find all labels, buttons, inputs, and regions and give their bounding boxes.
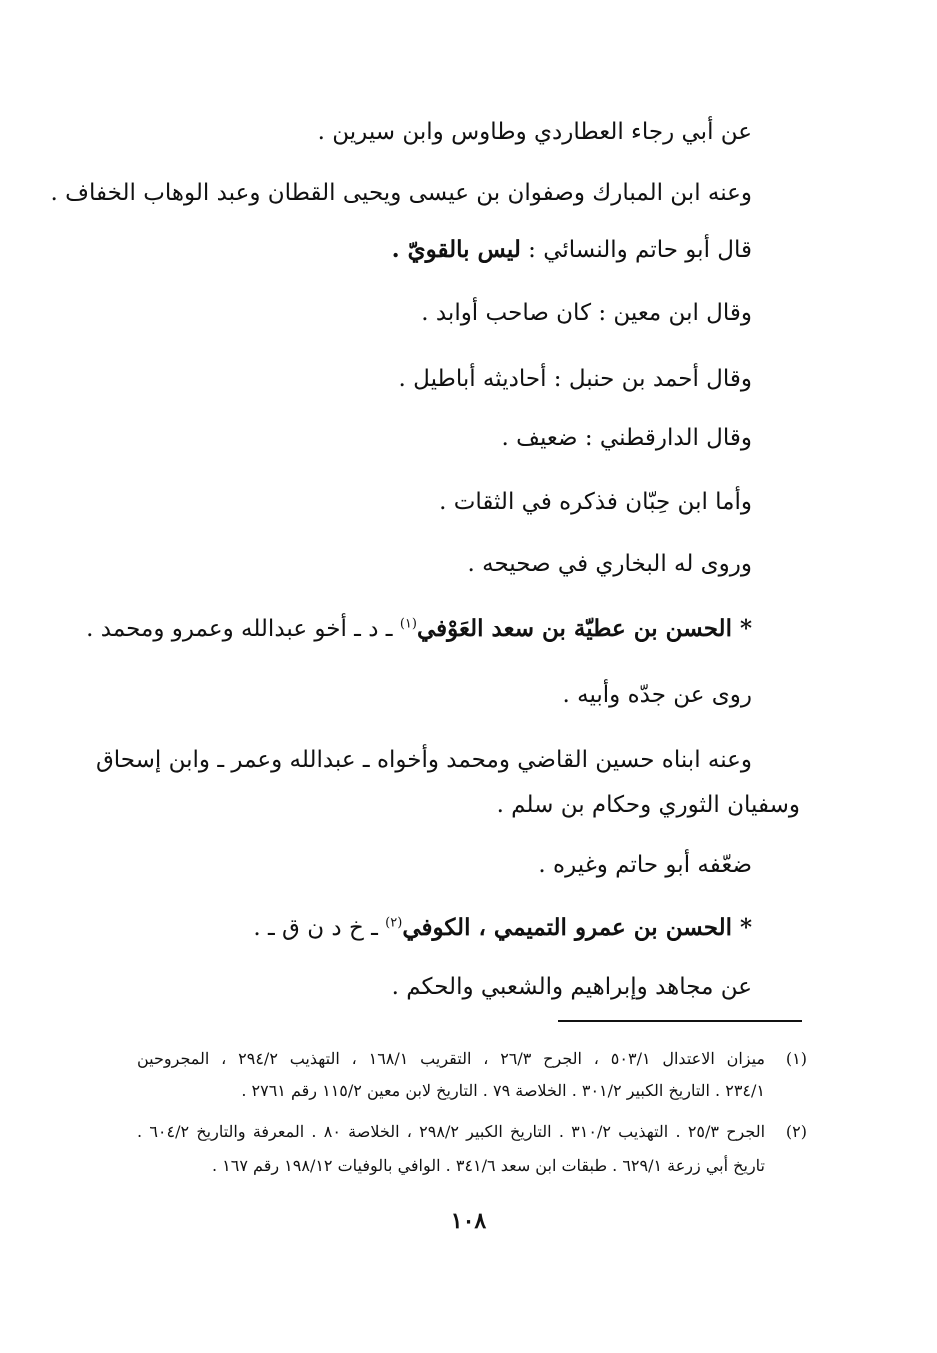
text-line-11: وسفيان الثوري وحكام بن سلم . <box>496 792 800 818</box>
text-line-5: وقال أحمد بن حنبل : أحاديثه أباطيل . <box>398 366 752 392</box>
text-line-13: عن مجاهد وإبراهيم والشعبي والحكم . <box>391 974 752 1000</box>
entry-heading-2 <box>253 913 752 943</box>
footnote-1-number: (١) <box>785 1049 807 1068</box>
footnote-ref-2: (٢) <box>385 915 403 931</box>
footnote-ref-1: (١) <box>399 616 417 632</box>
footnote-2-line-2: تاريخ أبي زرعة ٦٢٩/١ . طبقات ابن سعد ٣٤١/٦ . الوافي بالوفيات ١٩٨/١٢ رقم ١٦٧ . <box>212 1156 765 1175</box>
entry-heading-2-name: * الحسن بن عمرو التميمي ، الكوفي <box>402 914 752 941</box>
footnote-divider <box>558 1020 802 1022</box>
footnote-1-line-1: ميزان الاعتدال ٥٠٣/١ ، الجرح ٢٦/٣ ، التقريب ١٦٨/١ ، التهذيب ٢٩٤/٢ ، المجروحين <box>137 1049 766 1068</box>
page-number: ١٠٨ <box>450 1208 487 1234</box>
text-line-2: وعنه ابن المبارك وصفوان بن عيسى ويحيى القطان وعبد الوهاب الخفاف . <box>50 180 752 206</box>
entry-heading-1-rest: ـ د ـ أخو عبدالله وعمرو ومحمد . <box>86 616 393 642</box>
text-line-1: عن أبي رجاء العطاردي وطاوس وابن سيرين . <box>317 119 752 145</box>
footnote-1-line-2: ٢٣٤/١ . التاريخ الكبير ٣٠١/٢ . الخلاصة ٧٩ . التاريخ لابن معين ١١٥/٢ رقم ٢٧٦١ . <box>241 1081 765 1100</box>
text-line-3 <box>392 235 752 265</box>
footnote-2-row-1 <box>137 1121 807 1143</box>
text-line-3-part: قال أبو حاتم والنسائي : <box>528 237 752 263</box>
footnote-2-line-1: الجرح ٢٥/٣ . التهذيب ٣١٠/٢ . التاريخ الكبير ٢٩٨/٢ ، الخلاصة ٨٠ . المعرفة والتاريخ ٦٠٤/٢ . <box>137 1122 766 1141</box>
entry-heading-1-name: * الحسن بن عطيّة بن سعد العَوْفي <box>416 615 752 642</box>
entry-heading-2-rest: ـ خ د ن ق ـ . <box>253 915 378 941</box>
footnote-2-number: (٢) <box>785 1122 807 1141</box>
footnote-1-row-1 <box>137 1048 807 1070</box>
text-line-6: وقال الدارقطني : ضعيف . <box>501 425 752 451</box>
text-line-10: وعنه ابناه حسين القاضي ومحمد وأخواه ـ عبدالله وعمر ـ وابن إسحاق <box>95 747 752 773</box>
text-line-7: وأما ابن حِبّان فذكره في الثقات . <box>439 489 752 515</box>
entry-heading-1 <box>86 614 752 644</box>
text-line-3-verdict: ليس بالقويّ . <box>391 236 521 263</box>
text-line-9: روى عن جدّه وأبيه . <box>562 682 752 708</box>
text-line-12: ضعّفه أبو حاتم وغيره . <box>538 852 752 878</box>
text-line-8: وروى له البخاري في صحيحه . <box>467 551 752 577</box>
text-line-4: وقال ابن معين : كان صاحب أوابد . <box>421 300 752 326</box>
